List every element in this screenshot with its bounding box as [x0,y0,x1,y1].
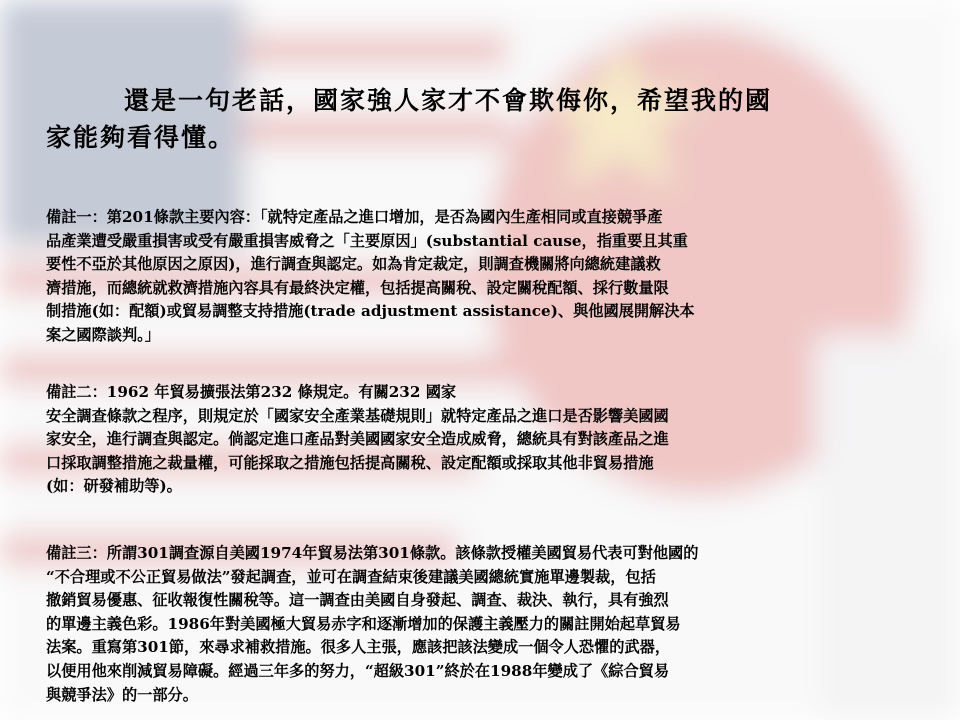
headline-line: 家能夠看得懂。 [46,123,236,152]
note-line: 案之國際談判。」 [46,325,160,344]
note-3 [46,542,922,707]
note-line: 品產業遭受嚴重損害或受有嚴重損害威脅之「主要原因」(substantial cause，指重要且其重 [46,231,688,250]
note-1 [46,206,922,348]
note-line: 安全調查條款之程序，則規定於「國家安全產業基礎規則」就特定產品之進口是否影響美國國 [46,406,669,425]
note-line: 口採取調整措施之裁量權，可能採取之措施包括提高關稅、設定配額或採取其他非貿易措施 [46,453,654,472]
note-line: 濟措施，而總統就救濟措施內容具有最終決定權，包括提高關稅、設定關稅配額、採行數量限 [46,278,669,297]
note-line: 撤銷貿易優惠、征收報復性關稅等。這一調查由美國自身發起、調查、裁決、執行，具有強烈 [46,591,669,610]
headline-line: 還是一句老話，國家強人家才不會欺侮你，希望我的國 [124,86,773,115]
note-line: 備註一：第201條款主要內容：「就特定產品之進口增加，是否為國內生產相同或直接競爭產 [46,208,663,226]
note-line: “不合理或不公正貿易做法”發起調查，並可在調查結束後建議美國總統實施單邊製裁，包括 [46,567,656,586]
note-line: 備註二：1962 年貿易擴張法第232 條規定。有關232 國家 [46,383,457,401]
note-line: 法案。重寫第301節，來尋求補救措施。很多人主張，應該把該法變成一個令人恐懼的武器， [46,638,671,657]
note-line: 要性不亞於其他原因之原因)，進行調查與認定。如為肯定裁定，則調查機關將向總統建議救 [46,255,661,274]
headline [46,82,906,156]
note-line: 備註三：所謂301調查源自美國1974年貿易法第301條款。該條款授權美國貿易代表可對他國的 [46,544,699,562]
note-line: 家安全，進行調查與認定。倘認定進口產品對美國國家安全造成威脅，總統具有對該產品之進 [46,430,669,449]
note-line: 的單邊主義色彩。1986年對美國極大貿易赤字和逐漸增加的保護主義壓力的關註開始起草貿易 [46,614,681,633]
note-line: 以便用他來削減貿易障礙。經過三年多的努力，“超級301”終於在1988年變成了《綜合貿易 [46,661,670,680]
note-2 [46,381,922,499]
note-line: (如：研發補助等)。 [46,477,182,496]
note-line: 制措施(如：配額)或貿易調整支持措施(trade adjustment assistance)、與他國展開解決本 [46,302,695,321]
note-line: 與競爭法》的一部分。 [46,685,198,704]
